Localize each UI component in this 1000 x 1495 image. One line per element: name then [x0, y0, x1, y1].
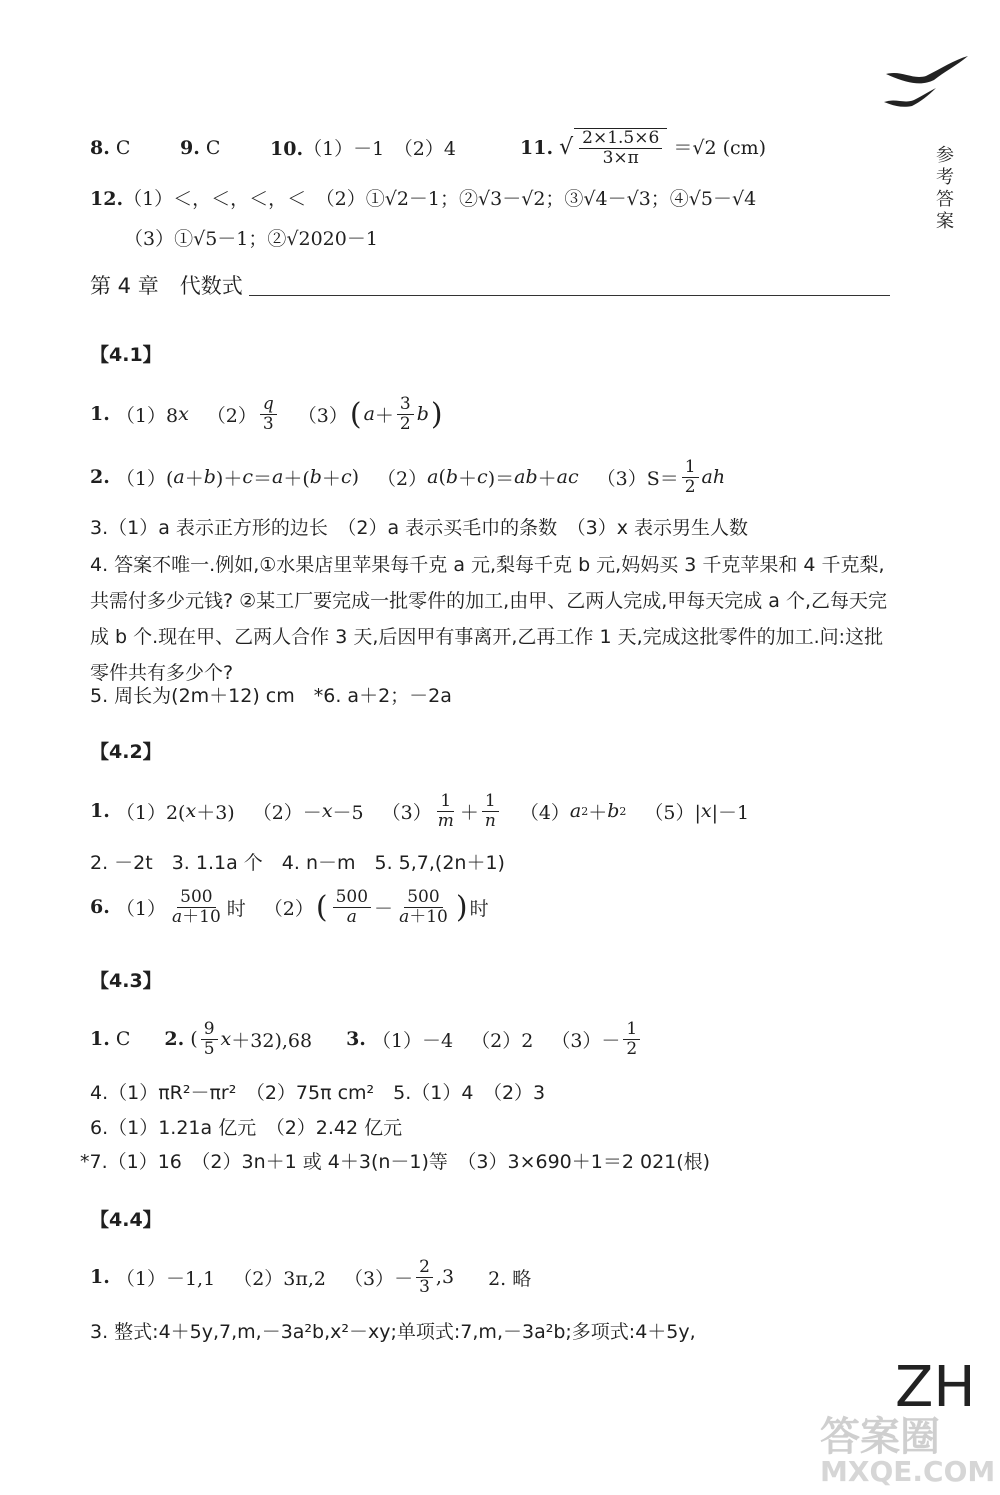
s43-answer-6: 6.（1）1.21a 亿元 （2）2.42 亿元 [90, 1117, 403, 1139]
watermark-zh: ZH [895, 1355, 976, 1420]
answer-12-line1: 12.（1）＜，＜，＜，＜ （2）①√2－1；②√3－√2；③√4－√3；④√5－√4 [90, 188, 757, 210]
section-4-3: 【4.3】 [90, 970, 162, 992]
section-4-2: 【4.2】 [90, 741, 162, 763]
answer-line-8-11 [90, 128, 766, 167]
answer-8: 8. C [90, 136, 131, 159]
birds-logo [882, 52, 972, 112]
s41-answer-4: 4. 答案不唯一.例如,①水果店里苹果每千克 a 元,梨每千克 b 元,妈妈买 3 千克苹果和 4 千克梨,共需付多少元钱? ②某工厂要完成一批零件的加工,由甲、乙两人完成,甲每天完成 a 个,乙每天完成 b 个.现在甲、乙两人合作 3 天,后因甲有事离开,乙再工作 1 天,完成这批零件的加工.问:这批零件共有多少个? [90, 554, 888, 684]
s44-answer-3: 3. 整式:4＋5y,7,m,－3a²b,x²－xy;单项式:7,m,－3a²b;多项式:4＋5y, [90, 1321, 696, 1343]
answer-12-line2: （3）①√5－1；②√2020－1 [124, 228, 378, 250]
s41-answer-5-6: 5. 周长为(2m＋12) cm *6. a＋2；－2a [90, 685, 452, 707]
s44-answer-1-2: 1. （1）－1,1 （2）3π,2 （3）－ $\frac{2}{3}$ ,3 2. 略 [90, 1257, 532, 1297]
answer-9: 9. C [180, 136, 221, 159]
side-label: 参考答案 [933, 145, 954, 233]
s41-answer-1: 1. （1）8 x （2） $\frac{q}{3}$ （3） ( a ＋ $\frac{3}{2}$ b ) [90, 394, 443, 434]
s43-answer-7: *7.（1）16 （2）3n＋1 或 4＋3(n－1)等 （3）3×690＋1＝2 021(根) [80, 1151, 711, 1173]
s41-answer-3: 3.（1）a 表示正方形的边长 （2）a 表示买毛巾的条数 （3）x 表示男生人数 [90, 517, 749, 539]
answer-10: 10.（1）－1 （2）4 [270, 138, 456, 161]
section-4-1: 【4.1】 [90, 344, 162, 366]
chapter-title-text: 第 4 章 代数式 [90, 274, 243, 298]
answer-11: 11. √ $\frac{2\times 1.5\times 6}{3\times\pi}$ ＝√2 (cm) [520, 128, 767, 168]
section-4-4: 【4.4】 [90, 1209, 162, 1231]
s43-answer-4-5: 4.（1）πR²－πr² （2）75π cm² 5.（1）4 （2）3 [90, 1082, 546, 1104]
s41-answer-2: 2. （1）( a ＋ b )＋ c ＝ a ＋( b ＋ c ) （2） a ( b ＋ c )＝ ab ＋ ac （3）S＝ $\frac{1}{2}$ ah [90, 457, 726, 497]
s44-answer-2: 2. 略 [488, 1267, 532, 1290]
chapter-title [90, 270, 890, 300]
s42-answer-2-5: 2. －2t 3. 1.1a 个 4. n－m 5. 5,7,(2n＋1) [90, 852, 505, 874]
watermark-site: 答案圈 [820, 1414, 940, 1460]
sqrt-expression: √ $\frac{2\times 1.5\times 6}{3\times\pi}$ [559, 128, 667, 167]
s43-answer-1-3: 1. C 2. ( $\frac{9}{5}$ x ＋32),68 3. （1）－4 （2）2 （3）－ $\frac{1}{2}$ [90, 1020, 643, 1058]
watermark-url: MXQE.COM [820, 1455, 996, 1488]
s42-answer-6: 6. （1） $\frac{500}{a+10}$ 时 （2） ( $\frac{500}{a}$ － $\frac{500}{a+10}$ ) 时 [90, 887, 489, 927]
s42-answer-1: 1. （1）2( x ＋3) （2）－ x －5 （3） $\frac{1}{m}$ ＋ $\frac{1}{n}$ （4） a 2 ＋ b 2 （5）| x |－1 [90, 791, 750, 831]
